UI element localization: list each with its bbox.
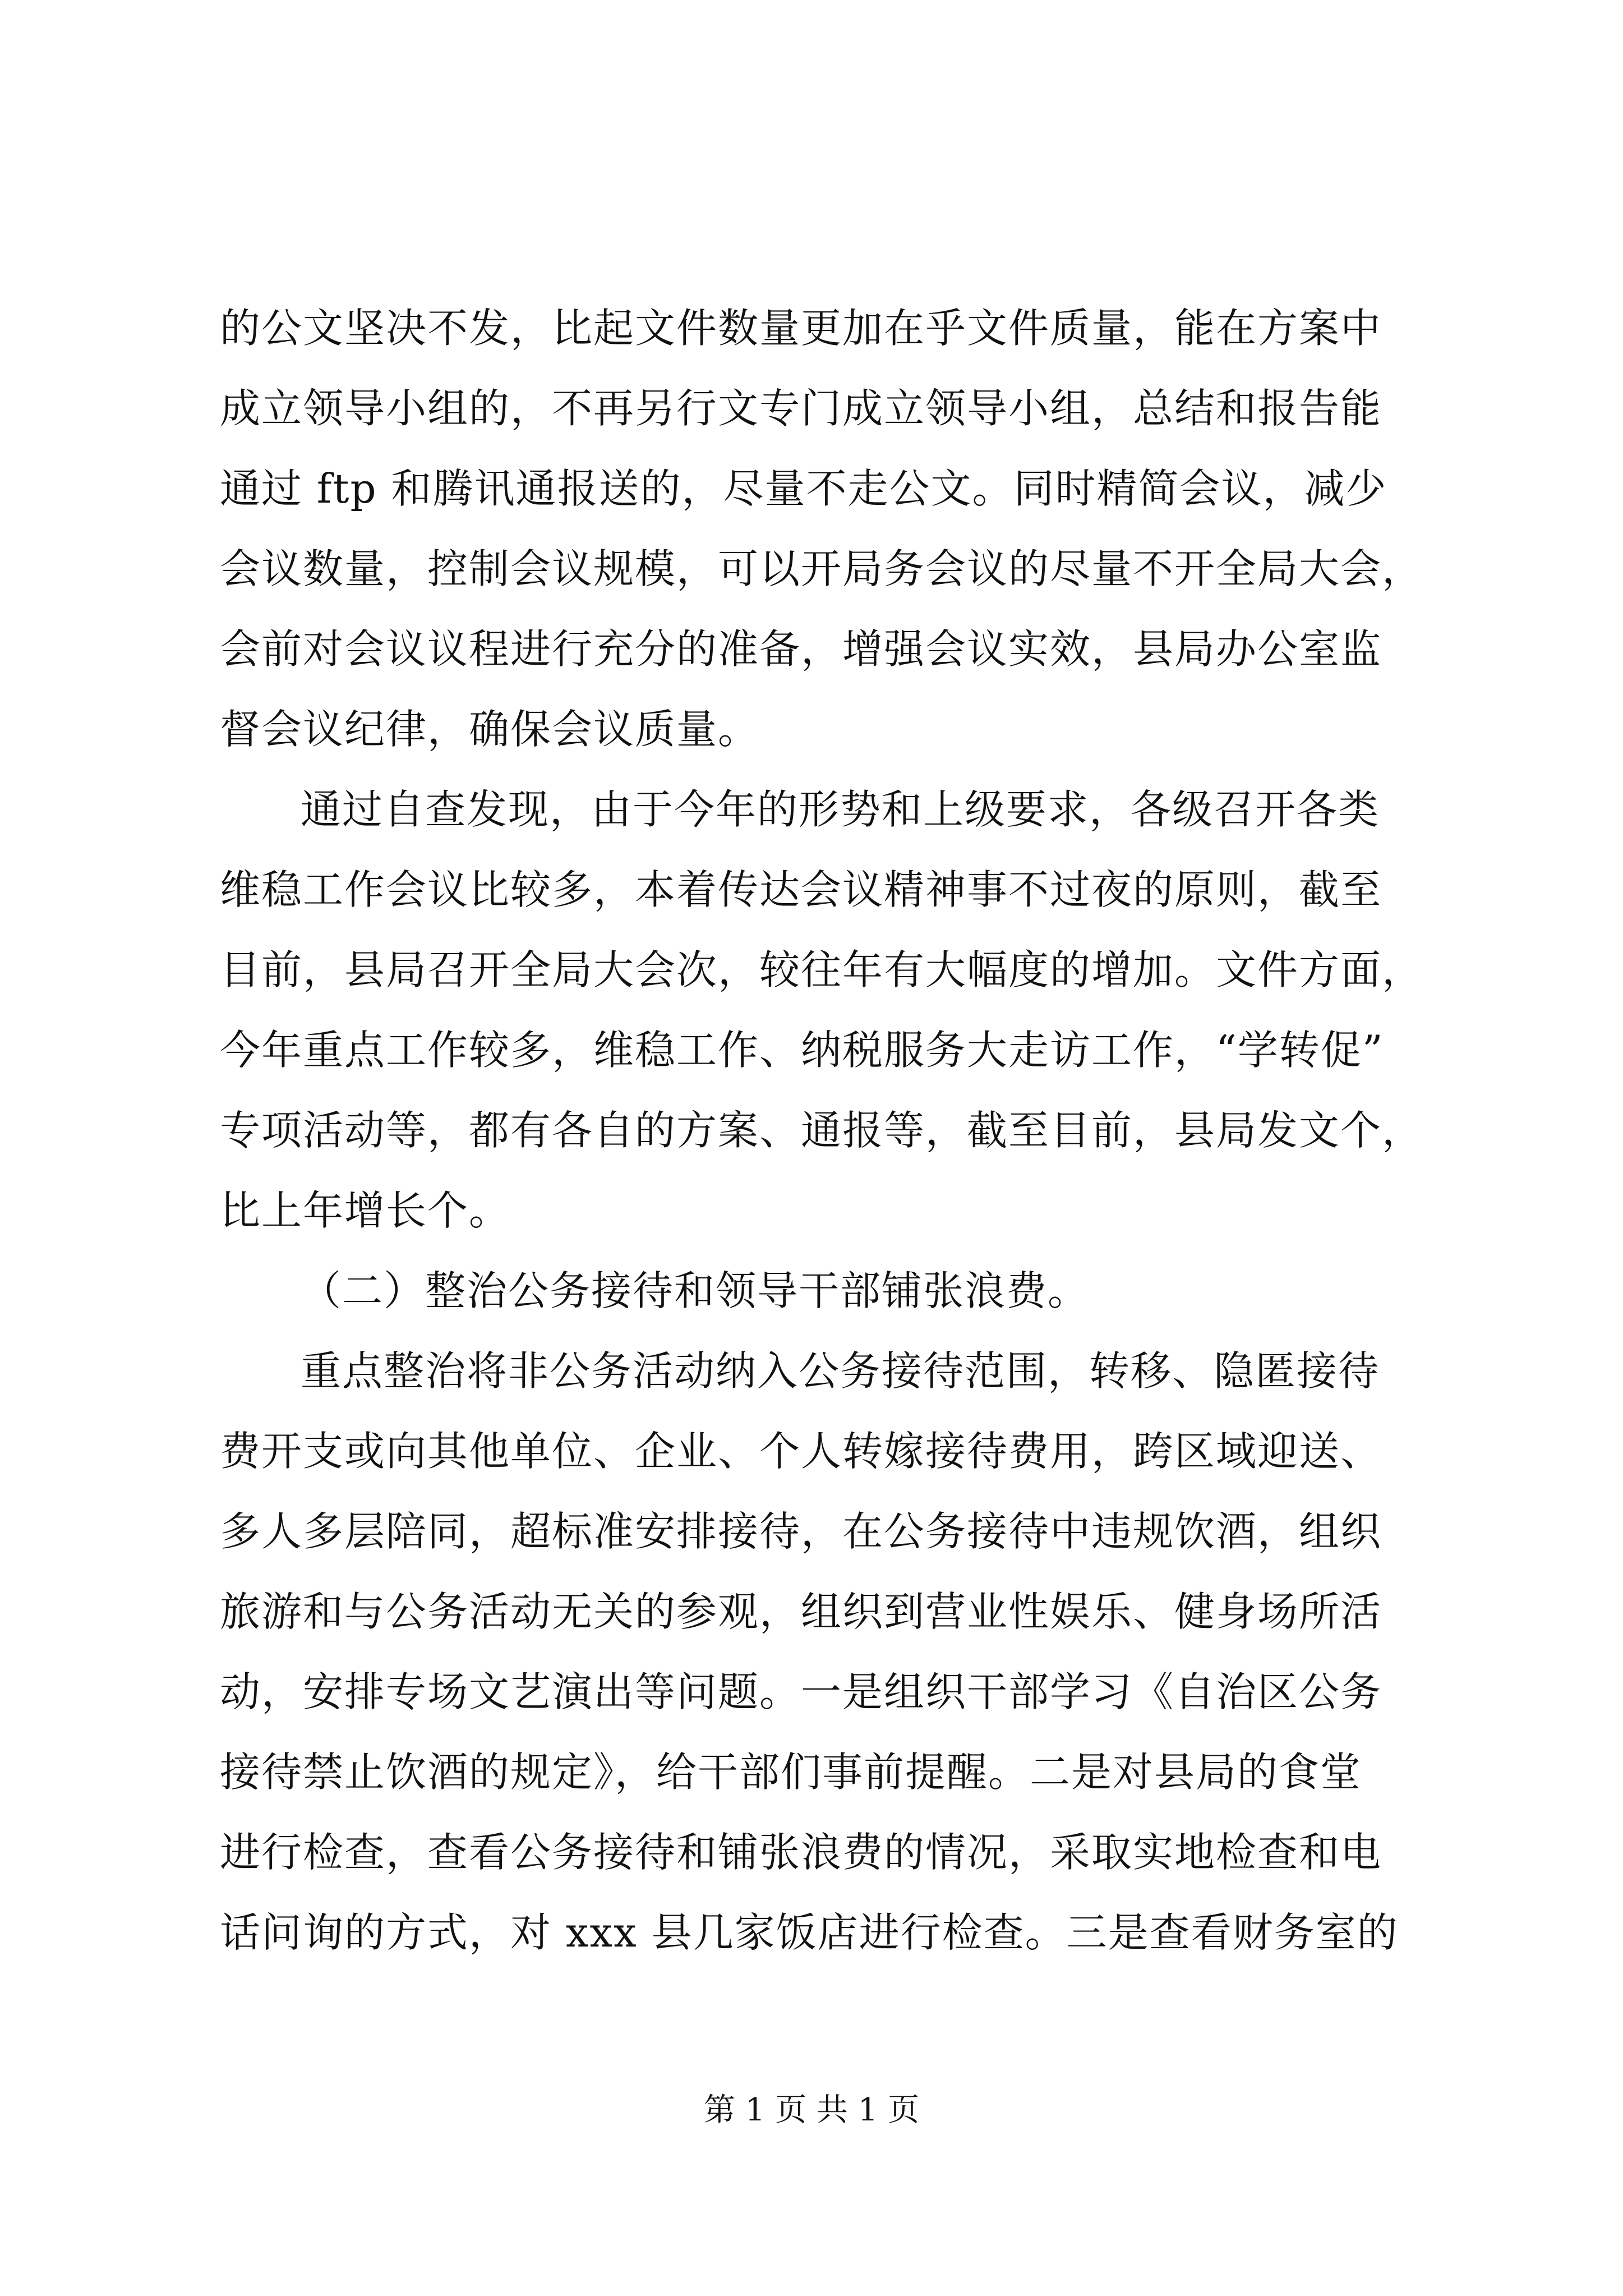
text-line: 会前对会议议程进行充分的准备，增强会议实效，县局办公室监 bbox=[220, 625, 1382, 673]
text-line: 话问询的方式，对 xxx 县几家饭店进行检查。三是查看财务室的 bbox=[220, 1909, 1399, 1956]
text-line: 费开支或向其他单位、企业、个人转嫁接待费用，跨区域迎送、 bbox=[220, 1428, 1382, 1475]
text-line: 比上年增长个。 bbox=[220, 1187, 511, 1234]
text-line: 动，安排专场文艺演出等问题。一是组织干部学习《自治区公务 bbox=[220, 1668, 1382, 1715]
text-line: 的公文坚决不发，比起文件数量更加在乎文件质量，能在方案中 bbox=[220, 305, 1382, 352]
text-line: 多人多层陪同，超标准安排接待，在公务接待中违规饮酒，组织 bbox=[220, 1508, 1382, 1555]
text-line: 接待禁止饮酒的规定》，给干部们事前提醒。二是对县局的食堂 bbox=[220, 1749, 1362, 1796]
text-line: 会议数量，控制会议规模，可以开局务会议的尽量不开全局大会， bbox=[220, 545, 1424, 592]
text-line: 今年重点工作较多，维稳工作、纳税服务大走访工作，“学转促” bbox=[220, 1027, 1384, 1074]
text-line: 专项活动等，都有各自的方案、通报等，截至目前，县局发文个， bbox=[220, 1107, 1424, 1154]
text-line: 通过 ftp 和腾讯通报送的，尽量不走公文。同时精简会议，减少 bbox=[220, 465, 1387, 512]
page-footer: 第 1 页 共 1 页 bbox=[703, 2092, 920, 2128]
text-line: 维稳工作会议比较多，本着传达会议精神事不过夜的原则，截至 bbox=[220, 866, 1382, 913]
paragraph-first-line: 重点整治将非公务活动纳入公务接待范围，转移、隐匿接待 bbox=[301, 1347, 1380, 1395]
text-line: 目前，县局召开全局大会次，较往年有大幅度的增加。文件方面， bbox=[220, 946, 1424, 993]
text-line: 进行检查，查看公务接待和铺张浪费的情况，采取实地检查和电 bbox=[220, 1829, 1382, 1876]
paragraph-first-line: 通过自查发现，由于今年的形势和上级要求，各级召开各类 bbox=[301, 786, 1380, 833]
section-heading: （二）整治公务接待和领导干部铺张浪费。 bbox=[301, 1267, 1090, 1314]
text-line: 督会议纪律，确保会议质量。 bbox=[220, 706, 760, 753]
text-line: 旅游和与公务活动无关的参观，组织到营业性娱乐、健身场所活 bbox=[220, 1588, 1382, 1635]
text-line: 成立领导小组的，不再另行文专门成立领导小组，总结和报告能 bbox=[220, 385, 1382, 432]
